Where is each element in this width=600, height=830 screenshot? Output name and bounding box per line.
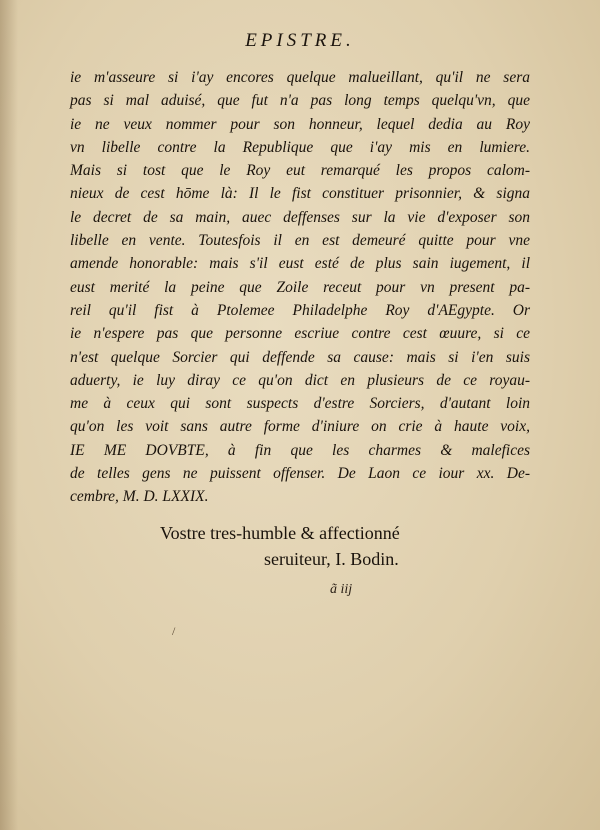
closing-line: Vostre tres-humble & affectionné bbox=[160, 523, 400, 543]
signature-line: seruiteur, I. Bodin. bbox=[264, 549, 399, 569]
text-line: vn libelle contre la Republique que i'ay mis en lumiere. bbox=[70, 138, 530, 156]
gutter-shadow bbox=[0, 0, 18, 830]
text-line: nieux de cest hōme là: Il le fist constituer prisonnier, & signa bbox=[70, 185, 530, 203]
closing-salutation bbox=[160, 520, 400, 572]
text-line: cembre, M. D. LXXIX. bbox=[70, 488, 209, 506]
text-line: Mais si tost que le Roy eut remarqué les propos calom- bbox=[70, 162, 530, 180]
text-line: ie ne veux nommer pour son honneur, lequel dedia au Roy bbox=[70, 115, 530, 133]
text-line: aduerty, ie luy diray ce qu'on dict en plusieurs de ce royau- bbox=[70, 371, 530, 389]
stray-ink-mark: / bbox=[172, 624, 176, 638]
epistle-body bbox=[70, 66, 530, 509]
text-line: eust merité la peine que Zoile receut pour vn present pa- bbox=[70, 278, 530, 296]
text-line: reil qu'il fist à Ptolemee Philadelphe Roy d'AEgypte. Or bbox=[70, 301, 530, 319]
text-line: ie n'espere pas que personne escriue contre cest œuure, si ce bbox=[70, 325, 530, 343]
printer-signature-mark: ã iij bbox=[330, 582, 353, 597]
running-head: EPISTRE. bbox=[245, 30, 355, 51]
text-line: amende honorable: mais s'il eust esté de plus sain iugement, il bbox=[70, 255, 530, 273]
text-line: me à ceux qui sont suspects d'estre Sorciers, d'autant loin bbox=[70, 395, 530, 413]
text-line: ie m'asseure si i'ay encores quelque malueillant, qu'il ne sera bbox=[70, 69, 530, 86]
text-line: de telles gens ne puissent offenser. De Laon ce iour xx. De- bbox=[70, 465, 530, 483]
text-line: n'est quelque Sorcier qui deffende sa cause: mais si i'en suis bbox=[70, 348, 530, 366]
text-line: le decret de sa main, auec deffenses sur la vie d'exposer son bbox=[70, 208, 530, 226]
text-line: qu'on les voit sans autre forme d'iniure on crie à haute voix, bbox=[70, 418, 530, 436]
text-line: libelle en vente. Toutesfois il en est demeuré quitte pour vne bbox=[70, 232, 530, 250]
text-line: IE ME DOVBTE, à fin que les charmes & malefices bbox=[70, 441, 530, 459]
text-line: pas si mal aduisé, que fut n'a pas long temps quelqu'vn, que bbox=[70, 92, 530, 110]
